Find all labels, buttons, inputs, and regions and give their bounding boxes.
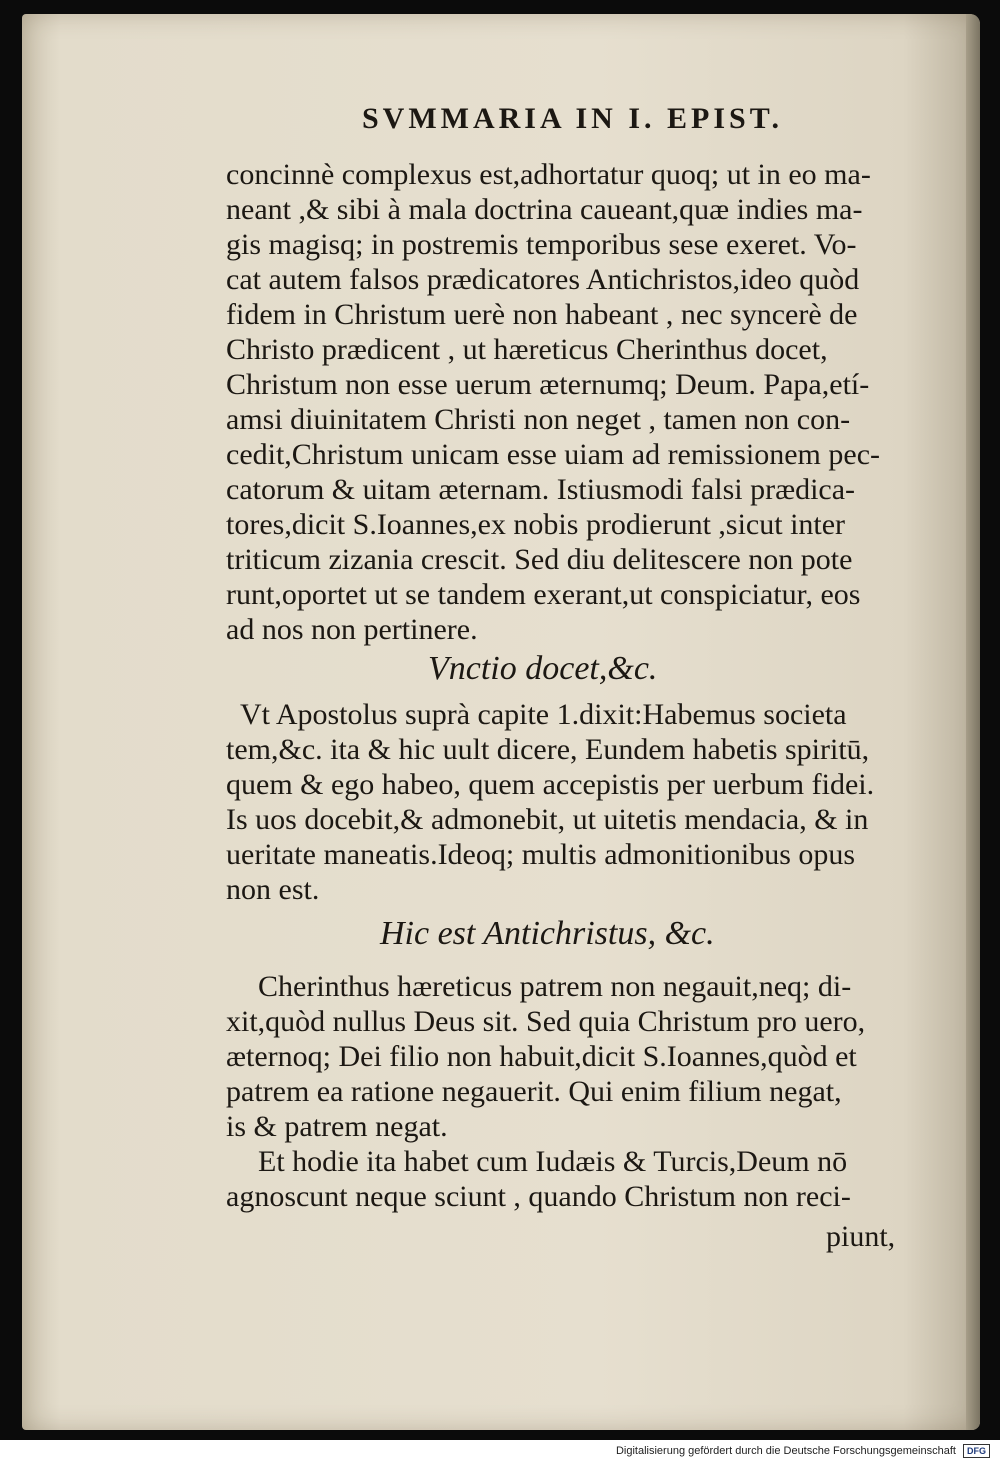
text-line: Et hodie ita habet cum Iudæis & Turcis,Deum nō [258, 1145, 848, 1178]
text-line: Vt Apostolus suprà capite 1.dixit:Habemus societa [240, 698, 847, 731]
text-line: catorum & uitam æternam. Istiusmodi falsi prædica- [226, 473, 856, 506]
text-line: agnoscunt neque sciunt , quando Christum non reci- [226, 1180, 851, 1213]
section-heading: Vnctio docet,&c. [428, 650, 658, 687]
text-line: gis magisq; in postremis temporibus sese exeret. Vo- [226, 228, 857, 261]
page-edge [966, 14, 980, 1430]
section-heading: Hic est Antichristus, &c. [380, 915, 715, 952]
text-line: neant ,& sibi à mala doctrina caueant,quæ indies ma- [226, 193, 863, 226]
text-line: tem,&c. ita & hic uult dicere, Eundem habetis spiritū, [226, 733, 870, 766]
funding-credit: Digitalisierung gefördert durch die Deutsche Forschungsgemeinschaft [615, 1445, 956, 1457]
text-line: quem & ego habeo, quem accepistis per uerbum fidei. [226, 768, 875, 801]
text-line: Cherinthus hæreticus patrem non negauit,neq; di- [258, 970, 852, 1003]
text-line: is & patrem negat. [226, 1110, 448, 1143]
text-line: concinnè complexus est,adhortatur quoq; ut in eo ma- [226, 158, 871, 191]
digitization-footer [0, 1442, 990, 1460]
text-line: tores,dicit S.Ioannes,ex nobis prodierunt ,sicut inter [226, 508, 846, 541]
text-line: cedit,Christum unicam esse uiam ad remissionem pec- [226, 438, 880, 471]
text-line: ad nos non pertinere. [226, 613, 478, 646]
text-line: Christum non esse uerum æternumq; Deum. Papa,etí- [226, 368, 870, 401]
catchword: piunt, [826, 1220, 896, 1253]
dfg-logo-icon: DFG [963, 1444, 990, 1458]
text-line: Is uos docebit,& admonebit, ut uitetis mendacia, & in [226, 803, 869, 836]
text-line: cat autem falsos prædicatores Antichristos,ideo quòd [226, 263, 860, 296]
text-line: fidem in Christum uerè non habeant , nec syncerè de [226, 298, 858, 331]
text-line: Christo prædicent , ut hæreticus Cherinthus docet, [226, 333, 828, 366]
text-line: triticum zizania crescit. Sed diu delitescere non pote [226, 543, 853, 576]
running-head: SVMMARIA IN I. EPIST. [362, 102, 783, 135]
text-line: æternoq; Dei filio non habuit,dicit S.Ioannes,quòd et [226, 1040, 857, 1073]
text-line: non est. [226, 873, 320, 906]
text-line: amsi diuinitatem Christi non neget , tamen non con- [226, 403, 851, 436]
text-line: patrem ea ratione negauerit. Qui enim filium negat, [226, 1075, 842, 1108]
text-line: xit,quòd nullus Deus sit. Sed quia Christum pro uero, [226, 1005, 866, 1038]
text-line: runt,oportet ut se tandem exerant,ut conspiciatur, eos [226, 578, 861, 611]
text-line: ueritate maneatis.Ideoq; multis admonitionibus opus [226, 838, 856, 871]
